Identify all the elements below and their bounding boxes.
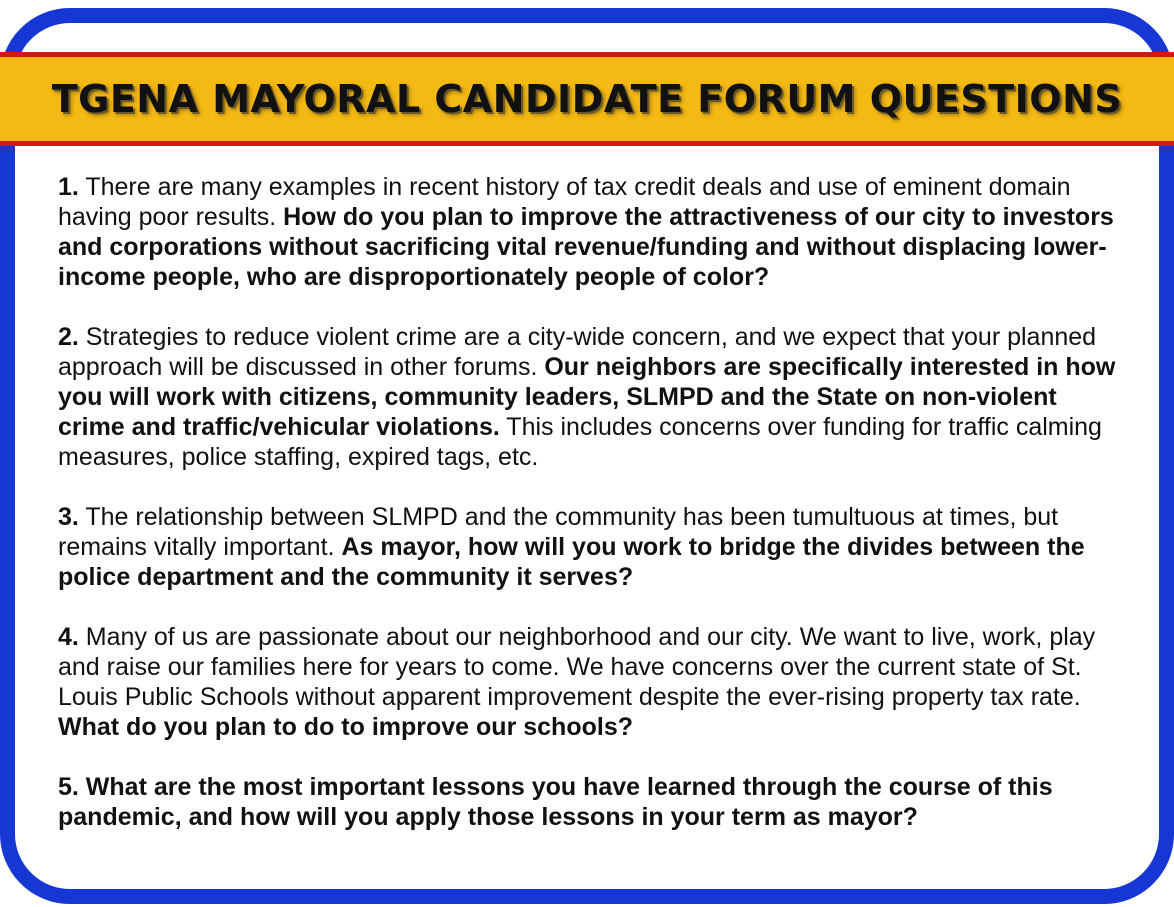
question-number: 1. <box>58 173 79 201</box>
question-text: Strategies to reduce violent crime are a city-wide concern, and we expect that your planned approach will be discussed in other forums. <box>58 323 1097 381</box>
question-list <box>58 172 1128 862</box>
question-emphasis: What do you plan to do to improve our schools? <box>58 713 633 741</box>
question-number: 3. <box>58 503 79 531</box>
question-text: This includes concerns over funding for traffic calming measures, police staffing, expired tags, etc. <box>58 413 1102 471</box>
question-number: 5. <box>58 773 79 801</box>
question-1 <box>58 172 1128 292</box>
title-banner <box>0 52 1174 146</box>
question-emphasis: What are the most important lessons you have learned through the course of this pandemic, and how will you apply those lessons in your term as mayor? <box>58 773 1053 831</box>
question-emphasis: how you will work with citizens, community leaders, SLMPD and the State on non-violent crime and traffic/vehicular violations. <box>58 353 1116 441</box>
question-text: There are many examples in recent history of tax credit deals and use of eminent domain having poor results. <box>58 173 1071 231</box>
question-emphasis: As mayor, how will you work to bridge the divides between the police department and the community it serves? <box>58 533 1085 591</box>
question-2 <box>58 322 1128 472</box>
question-number: 4. <box>58 623 79 651</box>
question-text: The relationship between SLMPD and the community has been tumultuous at times, but remains vitally important. <box>58 503 1059 561</box>
page-title: TGENA MAYORAL CANDIDATE FORUM QUESTIONS <box>51 77 1123 121</box>
question-emphasis: Our neighbors are specifically interested in <box>544 353 1066 381</box>
question-number: 2. <box>58 323 79 351</box>
question-4 <box>58 622 1128 742</box>
question-emphasis: How do you plan to improve the attractiveness of our city to investors and corporations without sacrificing vital revenue/funding and without displacing lower-income people, who are disproportionately people of color? <box>58 203 1114 291</box>
question-5 <box>58 772 1128 832</box>
question-3 <box>58 502 1128 592</box>
question-text: Many of us are passionate about our neighborhood and our city. We want to live, work, play and raise our families here for years to come. We have concerns over the current state of St. Louis Public Schools without apparent improvement despite the ever-rising property tax rate. <box>58 623 1096 711</box>
